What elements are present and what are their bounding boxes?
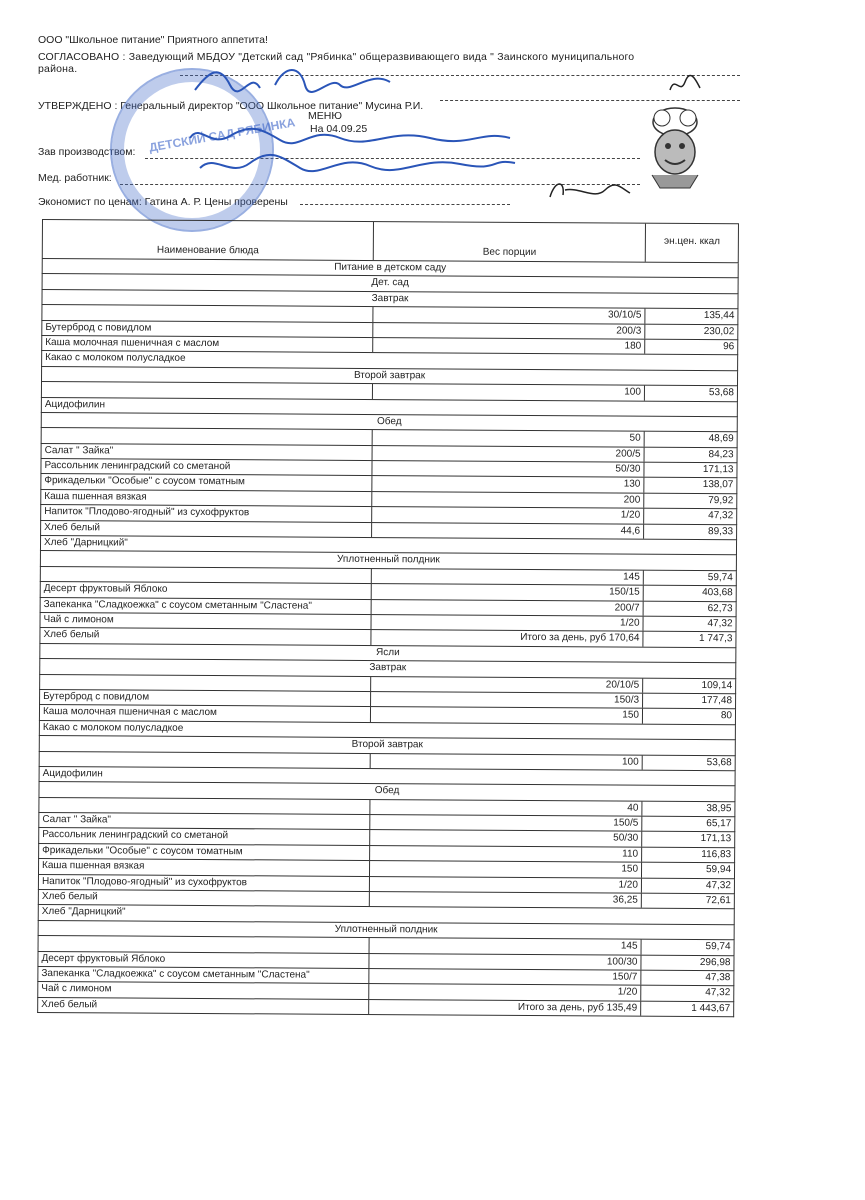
energy-kcal: 59,94: [705, 864, 732, 876]
chef-icon: [640, 100, 710, 190]
dish-name: [42, 305, 373, 321]
section-title: Завтрак: [371, 292, 409, 305]
portion-weight: Итого за день, руб 170,64: [371, 630, 643, 646]
energy-kcal: 53,68: [708, 387, 734, 399]
company-line: ООО "Школьное питание" Приятного аппетита!: [38, 34, 268, 46]
dish-name: Запеканка "Сладкоежка" с соусом сметанным "Сластена": [38, 967, 369, 983]
section-title: Ацидофилин: [42, 767, 103, 780]
dish-name: Десерт фруктовый Яблоко: [38, 952, 369, 968]
section-title: Второй завтрак: [353, 369, 426, 382]
section-title: Обед: [374, 785, 400, 797]
portion-weight: 44,6: [372, 523, 644, 539]
energy-kcal: 59,74: [705, 941, 731, 953]
portion-weight: 30/10/5: [373, 307, 645, 323]
dish-name: Чай с лимоном: [41, 613, 372, 629]
header-weight: Вес порции: [374, 222, 646, 262]
section-title: Хлеб "Дарницкий": [41, 906, 126, 918]
energy-kcal: 72,61: [705, 895, 731, 907]
portion-weight: 50/30: [372, 461, 644, 477]
dish-name: Хлеб белый: [40, 628, 371, 644]
dish-name: Фрикадельки "Особые" с соусом томатным: [39, 844, 370, 860]
portion-weight: 150/15: [372, 584, 644, 600]
portion-weight: 200/5: [373, 446, 645, 462]
portion-weight: 1/20: [370, 877, 642, 893]
portion-weight: 50/30: [370, 830, 642, 846]
portion-weight: 100: [373, 384, 645, 400]
portion-weight: 20/10/5: [371, 677, 643, 693]
dish-name: [41, 567, 372, 583]
section-title: Второй завтрак: [351, 739, 423, 751]
portion-weight: 50: [373, 430, 645, 446]
dish-name: [42, 428, 373, 444]
approved-line: УТВЕРЖДЕНО : Генеральный директор "ООО Школьное питание" Мусина Р.И.: [38, 100, 424, 112]
portion-weight: 100/30: [369, 954, 641, 970]
section-title: Уплотненный полдник: [336, 554, 440, 566]
dish-name: [39, 798, 370, 814]
signature-agreed: [190, 60, 410, 100]
agreed-line: СОГЛАСОВАНО : Заведующий МБДОУ "Детский сад "Рябинка" общеразвивающего вида " Заинского муниципального района.: [38, 51, 635, 75]
section-title: Какао с молоком полусладкое: [45, 352, 186, 365]
dish-name: Хлеб белый: [41, 521, 372, 537]
portion-weight: 150: [371, 707, 643, 723]
energy-kcal: 403,68: [702, 587, 733, 599]
energy-kcal: 171,13: [702, 464, 734, 476]
portion-weight: 145: [370, 938, 642, 954]
portion-weight: 40: [370, 800, 642, 816]
dish-name: Хлеб белый: [38, 998, 369, 1014]
portion-weight: 180: [373, 338, 645, 354]
portion-weight: 145: [372, 569, 644, 585]
energy-kcal: 59,74: [707, 571, 733, 584]
portion-weight: 150/5: [370, 815, 642, 831]
dish-name: [42, 382, 373, 398]
portion-weight: 150/3: [371, 692, 643, 708]
dish-name: Напиток "Плодово-ягодный" из сухофруктов: [41, 505, 372, 521]
menu-title: МЕНЮ: [308, 110, 342, 122]
section-title: Завтрак: [369, 662, 407, 674]
energy-kcal: 84,23: [708, 448, 734, 460]
dish-name: Чай с лимоном: [38, 982, 369, 998]
portion-weight: 150: [370, 861, 642, 877]
portion-weight: Итого за день, руб 135,49: [369, 1000, 641, 1016]
portion-weight: 36,25: [370, 892, 642, 908]
energy-kcal: 47,32: [708, 510, 734, 522]
economist-line: Экономист по ценам: Гатина А. Р. Цены проверены: [38, 196, 288, 208]
section-title: Дет. сад: [371, 277, 409, 289]
dish-name: [40, 751, 371, 767]
dish-name: Бутерброд с повидлом: [40, 690, 371, 706]
energy-kcal: 171,13: [700, 833, 732, 845]
section-title: Какао с молоком полусладкое: [42, 721, 184, 734]
section-title: Обед: [376, 415, 402, 428]
energy-kcal: 47,38: [705, 972, 731, 984]
stamp-text: ДЕТСКИЙ САД РЯБИНКА: [147, 115, 297, 155]
medic-label: Мед. работник:: [38, 172, 112, 184]
dish-name: Запеканка "Сладкоежка" с соусом сметанным "Сластена": [41, 598, 372, 614]
energy-kcal: 47,32: [707, 618, 733, 630]
dish-name: Каша молочная пшеничная с маслом: [42, 336, 373, 352]
section-title: Ясли: [375, 646, 400, 658]
energy-kcal: 53,68: [706, 756, 732, 768]
dish-name: [39, 936, 370, 952]
dish-name: Рассольник ленинградский со сметаной: [41, 459, 372, 475]
signature-approved: [665, 70, 705, 100]
dish-name: Каша молочная пшеничная с маслом: [40, 705, 371, 721]
energy-kcal: 138,07: [702, 479, 734, 491]
dish-name: Хлеб белый: [39, 890, 370, 906]
energy-kcal: 296,98: [699, 956, 731, 968]
portion-weight: 110: [370, 846, 642, 862]
portion-weight: 130: [372, 476, 644, 492]
dish-name: Салат " Зайка": [39, 813, 370, 829]
energy-kcal: 116,83: [701, 848, 732, 861]
energy-kcal: 230,02: [703, 325, 735, 337]
dish-name: Напиток "Плодово-ягодный" из сухофруктов: [39, 875, 370, 891]
dish-name: Бутерброд с повидлом: [42, 321, 373, 337]
section-title: Уплотненный полдник: [334, 923, 438, 936]
header-name: Наименование блюда: [43, 220, 374, 260]
section-title: Ацидофилин: [44, 398, 106, 410]
dish-name: Каша пшенная вязкая: [41, 490, 372, 506]
table-body: [37, 259, 739, 1017]
signature-production: [170, 118, 530, 188]
portion-weight: 200: [372, 492, 644, 508]
energy-kcal: 48,69: [708, 433, 734, 445]
dish-name: Каша пшенная вязкая: [39, 859, 370, 875]
menu-date: На 04.09.25: [310, 123, 368, 135]
energy-kcal: 1 443,67: [691, 1002, 731, 1014]
dish-name: Салат " Зайка": [42, 444, 373, 460]
dish-name: Рассольник ленинградский со сметаной: [39, 828, 370, 844]
table-header: [42, 219, 739, 263]
portion-weight: 1/20: [372, 507, 644, 523]
energy-kcal: 65,17: [706, 818, 732, 830]
header-kcal: эн.цен. ккал: [663, 235, 721, 248]
energy-kcal: 62,73: [707, 602, 733, 614]
dish-name: Фрикадельки "Особые" с соусом томатным: [41, 474, 372, 490]
table-row: [37, 998, 734, 1018]
portion-weight: 150/7: [369, 969, 641, 985]
energy-kcal: 177,48: [701, 694, 733, 707]
energy-kcal: 38,95: [706, 802, 732, 814]
dish-name: Десерт фруктовый Яблоко: [41, 582, 372, 598]
economist-underline: [300, 204, 510, 205]
menu-table: [37, 219, 739, 1017]
energy-kcal: 96: [723, 341, 735, 353]
energy-kcal: 1 747,3: [699, 633, 733, 645]
energy-kcal: 80: [720, 710, 733, 722]
energy-kcal: 47,32: [705, 987, 731, 999]
section-title: Хлеб "Дарницкий": [43, 537, 128, 549]
portion-weight: 1/20: [371, 615, 643, 631]
energy-kcal: 89,33: [708, 525, 734, 537]
energy-kcal: 109,14: [701, 679, 733, 691]
production-head-label: Зав производством:: [38, 146, 136, 158]
portion-weight: 200/7: [372, 600, 644, 616]
portion-weight: 200/3: [373, 323, 645, 339]
energy-kcal: 47,32: [705, 879, 731, 891]
energy-kcal: 135,44: [703, 310, 735, 322]
section-title: Питание в детском саду: [334, 261, 447, 274]
portion-weight: 1/20: [369, 984, 641, 1000]
dish-name: [40, 675, 371, 691]
portion-weight: 100: [371, 754, 643, 770]
energy-kcal: 79,92: [708, 494, 734, 507]
signature-economist: [545, 175, 635, 205]
